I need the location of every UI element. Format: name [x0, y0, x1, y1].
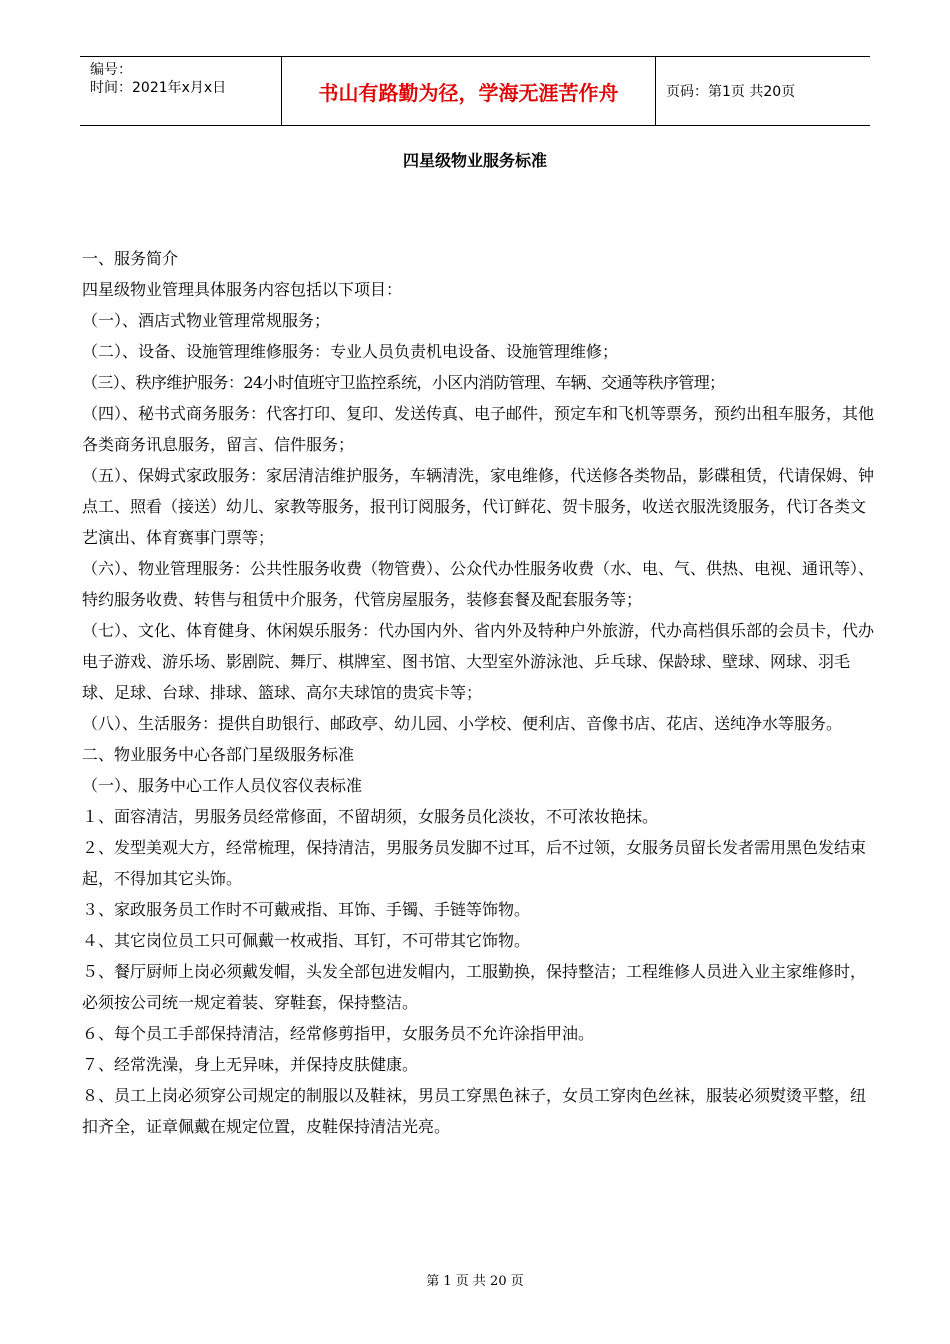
- header-meta: [90, 61, 280, 97]
- paragraph: 四星级物业管理具体服务内容包括以下项目：: [82, 280, 403, 299]
- paragraph: （三）、秩序维护服务：24小时值班守卫监控系统，小区内消防管理、车辆、交通等秩序管理；: [82, 373, 725, 392]
- document-number-label: 编号：: [90, 62, 132, 78]
- list-item: ４、其它岗位员工只可佩戴一枚戒指、耳钉，不可带其它饰物。: [82, 931, 531, 950]
- list-item: ３、家政服务员工作时不可戴戒指、耳饰、手镯、手链等饰物。: [82, 900, 531, 919]
- page-footer: 第 1 页 共 20 页: [426, 1274, 524, 1289]
- document-body: [82, 243, 874, 1142]
- page-header: [80, 56, 870, 126]
- section-heading: 一、服务简介: [82, 249, 179, 268]
- paragraph: （二）、设备、设施管理维修服务：专业人员负责机电设备、设施管理维修；: [82, 342, 619, 361]
- header-motto: 书山有路勤为径，学海无涯苦作舟: [318, 80, 619, 105]
- subsection-heading: （一）、服务中心工作人员仪容仪表标准: [82, 776, 363, 795]
- list-item: ７、经常洗澡，身上无异味，并保持皮肤健康。: [82, 1055, 419, 1074]
- list-item: ６、每个员工手部保持清洁，经常修剪指甲，女服务员不允许涂指甲油。: [82, 1024, 595, 1043]
- paragraph: （八）、生活服务：提供自助银行、邮政亭、幼儿园、小学校、便利店、音像书店、花店、送纯净水等服务。: [82, 714, 843, 733]
- paragraph: （一）、酒店式物业管理常规服务；: [82, 311, 331, 330]
- paragraph: （五）、保姆式家政服务：家居清洁维护服务，车辆清洗，家电维修，代送修各类物品，影碟租赁，代请保姆、钟点工、照看（接送）幼儿、家教等服务，报刊订阅服务，代订鲜花、贺卡服务，收送衣服洗烫服务，代订各类文艺演出、体育赛事门票等；: [82, 466, 875, 547]
- header-page-info: 页码：第1页 共20页: [666, 84, 796, 100]
- document-time-label: 时间：2021年x月x日: [90, 80, 227, 96]
- list-item: ２、发型美观大方，经常梳理，保持清洁，男服务员发脚不过耳，后不过领，女服务员留长发者需用黑色发结束起，不得加其它头饰。: [82, 838, 867, 888]
- paragraph: （七）、文化、体育健身、休闲娱乐服务：代办国内外、省内外及特种户外旅游，代办高档俱乐部的会员卡，代办电子游戏、游乐场、影剧院、舞厅、棋牌室、图书馆、大型室外游泳池、乒乓球、保龄球、壁球、网球、羽毛球、足球、台球、排球、篮球、高尔夫球馆的贵宾卡等；: [82, 621, 875, 702]
- document-title: 四星级物业服务标准: [402, 151, 547, 170]
- paragraph: （六）、物业管理服务：公共性服务收费（物管费）、公众代办性服务收费（水、电、气、供热、电视、通讯等）、特约服务收费、转售与租赁中介服务，代管房屋服务，装修套餐及配套服务等；: [82, 559, 875, 609]
- section-heading: 二、物业服务中心各部门星级服务标准: [82, 745, 355, 764]
- list-item: ８、员工上岗必须穿公司规定的制服以及鞋袜，男员工穿黑色袜子，女员工穿肉色丝袜，服装必须熨烫平整，纽扣齐全，证章佩戴在规定位置，皮鞋保持清洁光亮。: [82, 1086, 867, 1136]
- list-item: １、面容清洁，男服务员经常修面，不留胡须，女服务员化淡妆，不可浓妆艳抹。: [82, 807, 659, 826]
- header-divider: [655, 57, 656, 125]
- list-item: ５、餐厅厨师上岗必须戴发帽，头发全部包进发帽内，工服勤换，保持整洁；工程维修人员进入业主家维修时，必须按公司统一规定着装、穿鞋套，保持整洁。: [82, 962, 867, 1012]
- paragraph: （四）、秘书式商务服务：代客打印、复印、发送传真、电子邮件，预定车和飞机等票务，预约出租车服务，其他各类商务讯息服务，留言、信件服务；: [82, 404, 875, 454]
